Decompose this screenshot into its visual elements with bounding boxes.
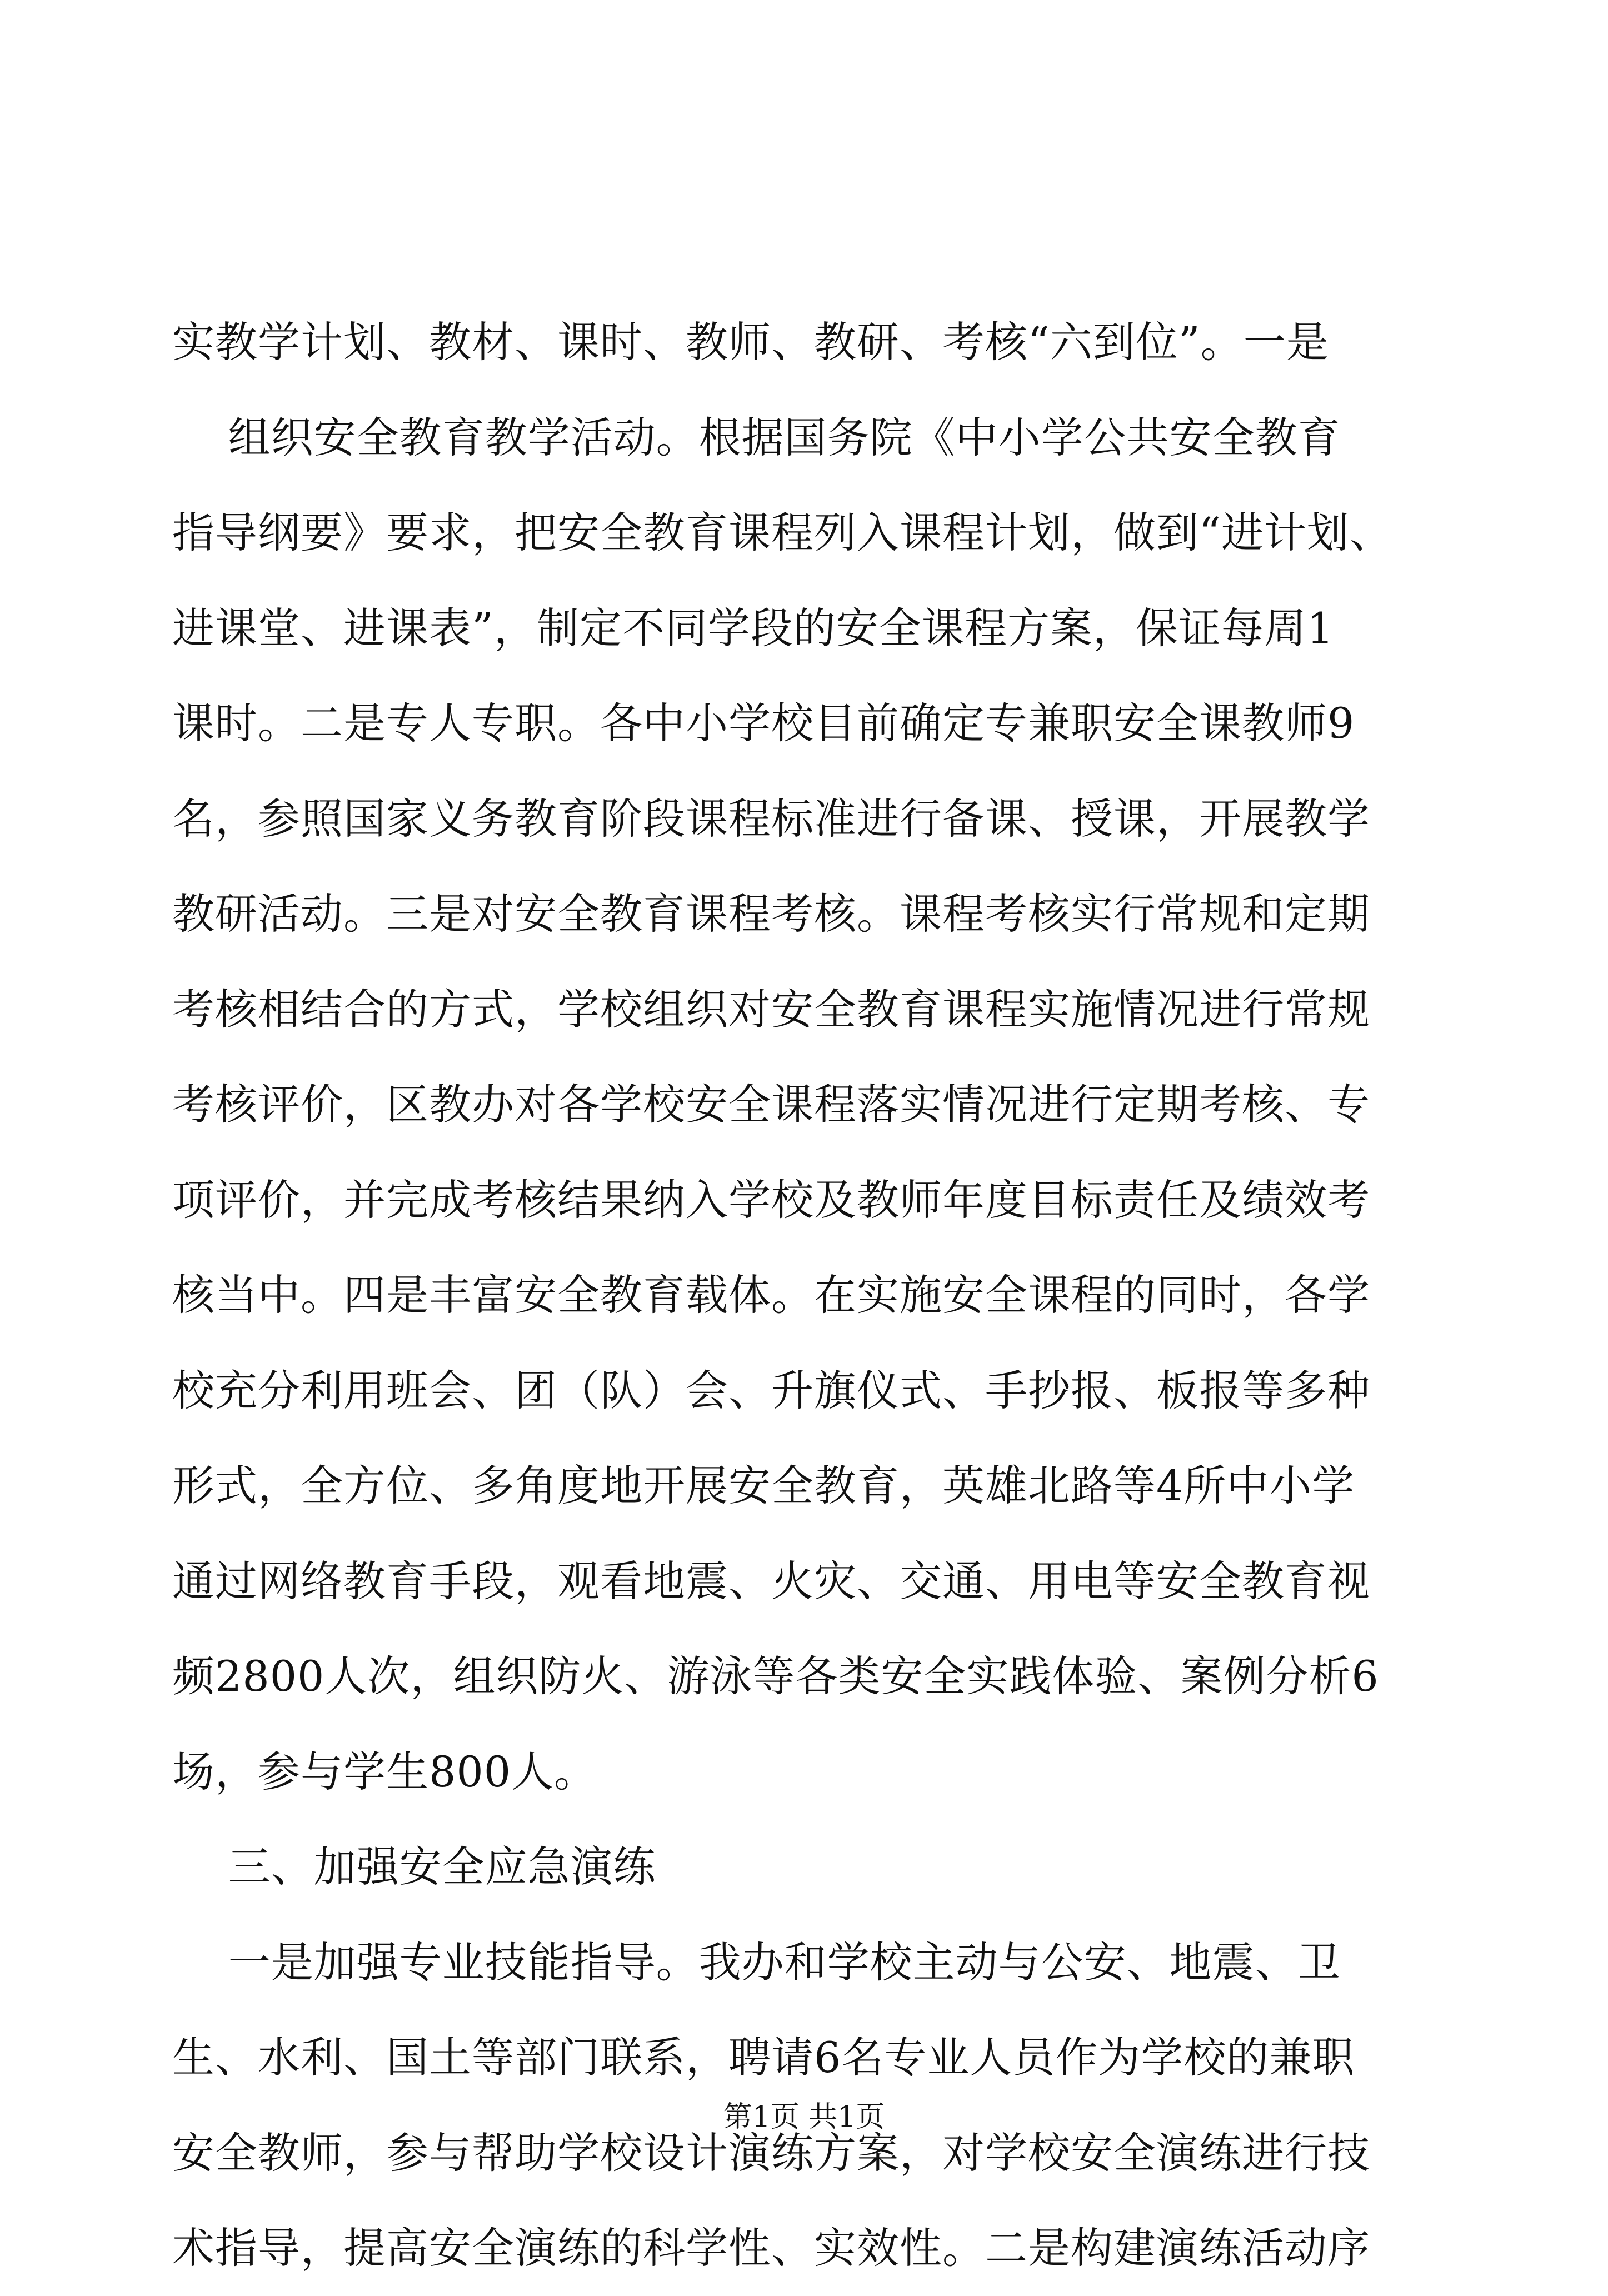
text-line: 项评价，并完成考核结果纳入学校及教师年度目标责任及绩效考 [172,1175,1370,1225]
text-line: 课时。二是专人专职。各中小学校目前确定专兼职安全课教师9 [172,698,1355,748]
text-line: 指导纲要》要求，把安全教育课程列入课程计划，做到“进计划、 [172,508,1392,557]
text-line: 场，参与学生800人。 [172,1746,597,1796]
text-line: 教研活动。三是对安全教育课程考核。课程考核实行常规和定期 [172,889,1370,939]
text-line: 名，参照国家义务教育阶段课程标准进行备课、授课，开展教学 [172,793,1370,843]
text-line: 考核相结合的方式，学校组织对安全教育课程实施情况进行常规 [172,984,1370,1034]
text-line: 核当中。四是丰富安全教育载体。在实施安全课程的同时，各学 [172,1270,1370,1320]
page-number-footer: 第1页 共1页 [723,2100,885,2134]
text-line: 生、水利、国土等部门联系，聘请6名专业人员作为学校的兼职 [172,2033,1355,2082]
text-line: 校充分利用班会、团（队）会、升旗仪式、手抄报、板报等多种 [172,1365,1370,1415]
text-line: 通过网络教育手段，观看地震、火灾、交通、用电等安全教育视 [172,1556,1370,1606]
text-line: 频2800人次，组织防火、游泳等各类安全实践体验、案例分析6 [172,1651,1379,1701]
text-line: 一是加强专业技能指导。我办和学校主动与公安、地震、卫 [172,1937,1341,1987]
text-line: 安全教师，参与帮助学校设计演练方案，对学校安全演练进行技 [172,2128,1370,2178]
text-line: 形式，全方位、多角度地开展安全教育，英雄北路等4所中小学 [172,1461,1355,1510]
text-line: 组织安全教育教学活动。根据国务院《中小学公共安全教育 [172,412,1341,462]
text-line: 实教学计划、教材、课时、教师、教研、考核“六到位”。一是 [172,317,1329,367]
section-heading: 三、加强安全应急演练 [172,1842,656,1891]
document-body [172,295,1422,2296]
text-line: 进课堂、进课表”，制定不同学段的安全课程方案，保证每周1 [172,603,1335,653]
text-line: 考核评价，区教办对各学校安全课程落实情况进行定期考核、专 [172,1080,1370,1129]
text-line: 术指导，提高安全演练的科学性、实效性。二是构建演练活动序 [172,2223,1370,2273]
